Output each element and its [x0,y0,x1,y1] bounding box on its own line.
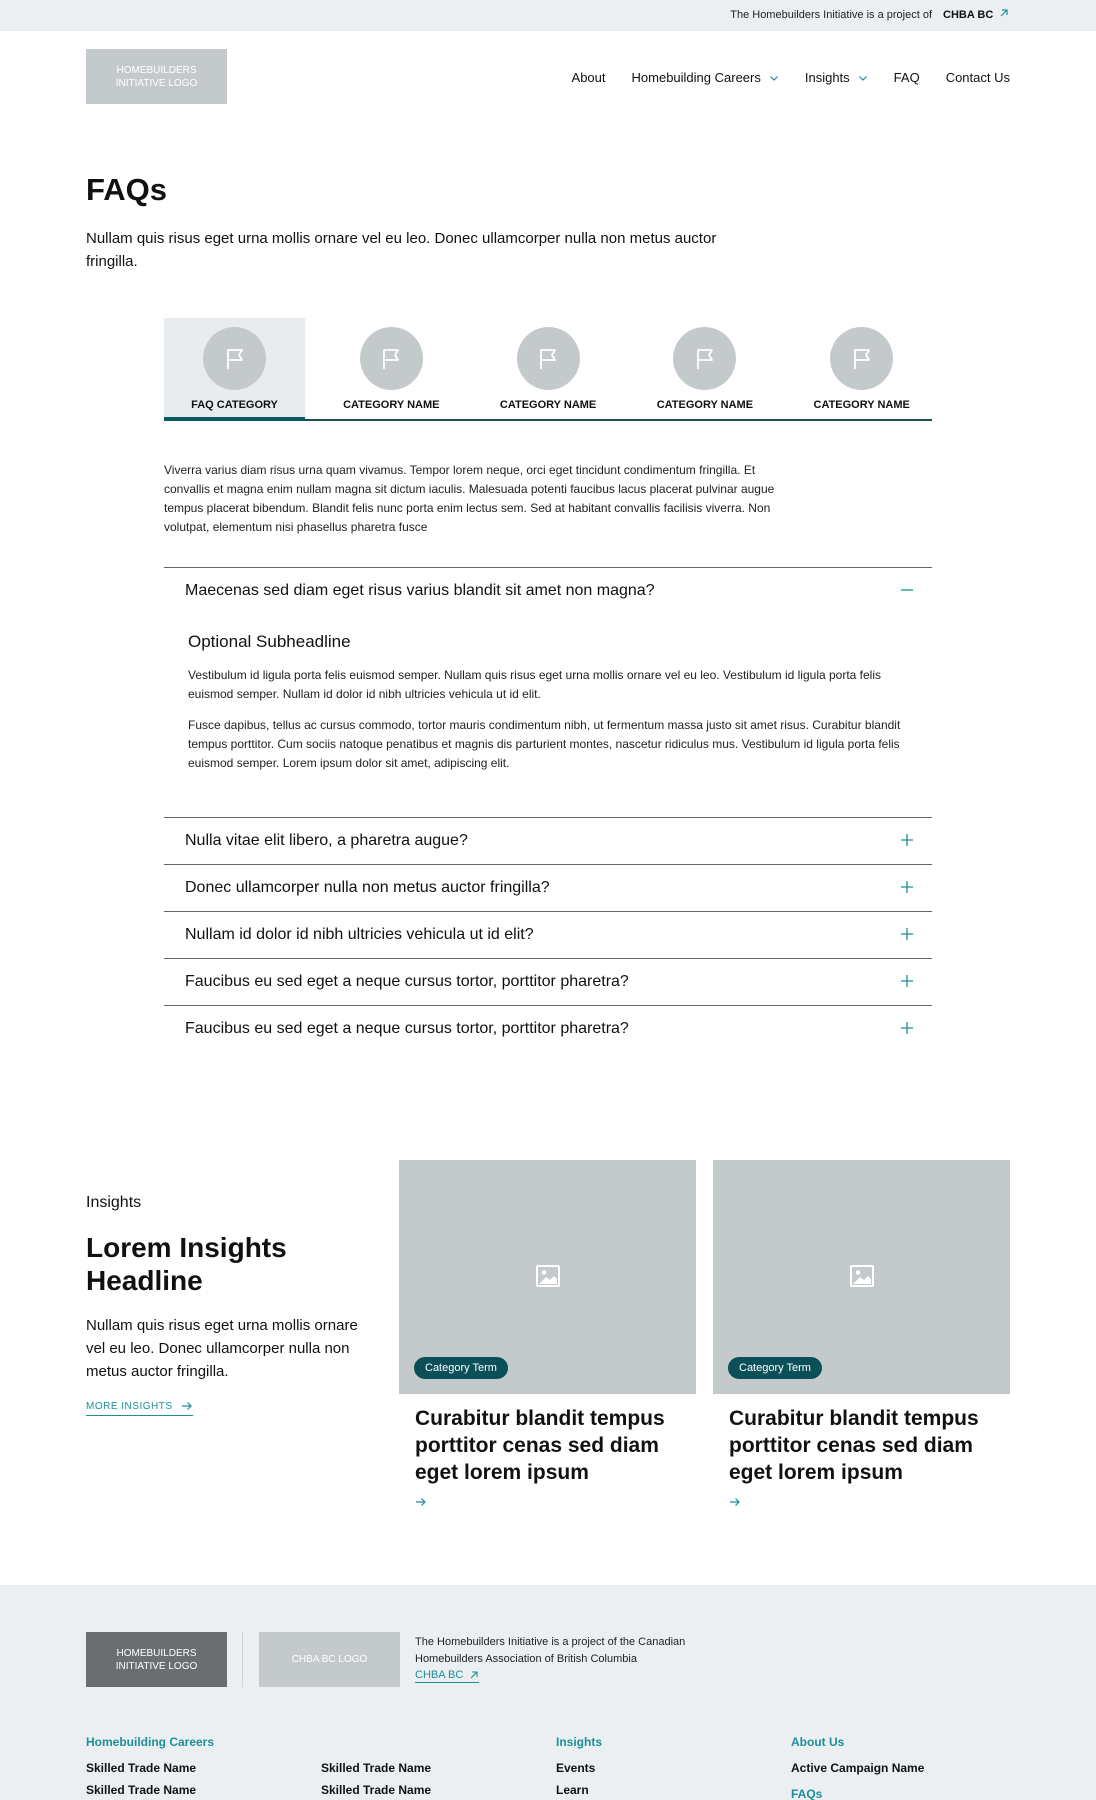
faq-category-tabs [164,318,932,421]
accordion-item [164,911,932,958]
flag-icon [849,346,875,372]
accordion-item [164,958,932,1005]
insights-eyebrow: Insights [86,1194,142,1211]
question-text: Faucibus eu sed eget a neque cursus tortor, porttitor pharetra? [185,973,629,990]
card-title[interactable]: Curabitur blandit tempus porttitor cenas sed diam eget lorem ipsum [729,1407,979,1484]
footer-column-careers [86,1735,214,1800]
site-footer [0,1585,1096,1800]
flag-icon [378,346,404,372]
flag-icon [692,346,718,372]
card-title[interactable]: Curabitur blandit tempus porttitor cenas sed diam eget lorem ipsum [415,1407,665,1484]
chevron-down-icon [858,73,868,83]
footer-link[interactable]: Skilled Trade Name [86,1761,197,1775]
accordion-item [164,864,932,911]
answer-paragraph: Vestibulum id ligula porta felis euismod semper. Nullam quis risus eget urna mollis ornare vel eu leo. Vestibulum id ligula porta felis euismod semper. Nullam id dolor id nibh ultricies vehicula ut id elit. [188,668,882,701]
category-icon-circle [673,327,736,390]
nav-item-contact-us[interactable] [946,70,1010,85]
flag-icon [222,346,248,372]
answer-paragraph: Fusce dapibus, tellus ac cursus commodo, tortor mauris condimentum nibh, ut fermentum massa justo sit amet risus. Curabitur blandit tempus porttitor. Cum sociis natoque penatibus et magnis dis parturient montes, nascetur ridiculus mus. Vestibulum id ligula porta felis euismod semper. Lorem ipsum dolor sit amet, adipiscing elit. [188,718,901,770]
external-link-icon[interactable] [998,7,1010,19]
tab-label: CATEGORY NAME [813,399,910,411]
accordion-question[interactable] [164,568,932,614]
insight-card[interactable] [399,1160,696,1513]
main-nav [546,70,1010,85]
accordion-item [164,817,932,864]
footer-link[interactable]: Skilled Trade Name [321,1783,432,1797]
question-text: Nullam id dolor id nibh ultricies vehicula ut id elit? [185,926,534,943]
nav-label: About [571,70,606,85]
footer-link[interactable]: Active Campaign Name [791,1761,925,1775]
plus-icon[interactable] [900,1021,914,1035]
accordion-question[interactable] [164,959,932,1005]
category-icon-circle [360,327,423,390]
footer-column-heading[interactable]: Homebuilding Careers [86,1735,215,1749]
category-badge[interactable]: Category Term [414,1357,508,1379]
category-badge[interactable]: Category Term [728,1357,822,1379]
page-intro: Nullam quis risus eget urna mollis ornare vel eu leo. Donec ullamcorper nulla non metus auctor fringilla. [86,230,717,270]
arrow-right-icon [181,1400,193,1412]
arrow-right-icon[interactable] [729,1496,741,1508]
topbar-chba-link[interactable]: CHBA BC [943,9,994,21]
nav-label: Homebuilding Careers [631,70,761,85]
footer-link[interactable]: Events [556,1761,596,1775]
nav-item-homebuilding-careers[interactable] [632,70,779,85]
topbar-text: The Homebuilders Initiative is a project of [730,9,932,21]
footer-link[interactable]: Skilled Trade Name [86,1783,197,1797]
nav-item-faq[interactable] [894,70,920,85]
tab-label: CATEGORY NAME [343,399,440,411]
flag-icon [535,346,561,372]
question-text: Donec ullamcorper nulla non metus auctor fringilla? [185,879,550,896]
footer-link[interactable]: Learn [556,1783,589,1797]
card-image-placeholder [399,1160,696,1394]
external-link-icon [469,1670,479,1680]
plus-icon[interactable] [900,833,914,847]
footer-chba-link-label: CHBA BC [415,1669,464,1681]
nav-label: FAQ [893,70,920,85]
tab-label: CATEGORY NAME [499,399,597,411]
nav-label: Contact Us [945,70,1010,85]
nav-item-insights[interactable] [805,70,868,85]
tab-category-name[interactable] [321,318,462,419]
card-image-placeholder [713,1160,1010,1394]
insights-headline: Lorem Insights Headline [86,1232,287,1296]
top-bar [0,0,1096,31]
footer-site-logo[interactable]: HOMEBUILDERS INITIATIVE LOGO [86,1632,227,1687]
nav-label: Insights [804,70,850,85]
category-icon-circle [830,327,893,390]
insights-description: Nullam quis risus eget urna mollis ornare vel eu leo. Donec ullamcorper nulla non metus auctor fringilla. [86,1317,358,1380]
site-logo[interactable]: HOMEBUILDERS INITIATIVE LOGO [86,49,227,104]
more-insights-link[interactable] [86,1400,193,1416]
footer-divider [242,1632,243,1687]
minus-icon[interactable] [900,583,914,597]
footer-column-insights [556,1735,602,1800]
footer-column-careers-2 [321,1735,431,1800]
accordion-question[interactable] [164,818,932,864]
insight-card[interactable] [713,1160,1010,1513]
arrow-right-icon[interactable] [415,1496,427,1508]
answer-subheadline: Optional Subheadline [188,632,351,651]
footer-column-about [791,1735,924,1800]
category-description: Viverra varius diam risus urna quam vivamus. Tempor lorem neque, orci eget tincidunt condimentum fringilla. Et convallis et magna enim nullam magna sit dictum iaculis. Malesuada potenti faucibus lacus placerat pulvinar augue tempus placerat bibendum. Blandit felis nunc porta enim lectus sem. Sed at habitant convallis facilisis viverra. Non volutpat, elementum nisi phasellus pharetra fusce [164,463,775,534]
footer-column-heading[interactable]: Insights [556,1735,603,1749]
faq-accordion [164,567,932,1052]
footer-chba-link[interactable] [415,1669,479,1683]
plus-icon[interactable] [900,927,914,941]
accordion-question[interactable] [164,912,932,958]
image-icon [536,1265,560,1287]
tab-faq-category[interactable] [164,318,305,421]
chevron-down-icon [769,73,779,83]
footer-faqs-link[interactable]: FAQs [791,1787,823,1800]
accordion-question[interactable] [164,865,932,911]
plus-icon[interactable] [900,974,914,988]
category-icon-circle [517,327,580,390]
page-title: FAQs [86,172,167,207]
footer-link[interactable]: Skilled Trade Name [321,1761,432,1775]
tab-category-name[interactable] [791,318,932,419]
accordion-item-open [164,567,932,817]
nav-item-about[interactable] [572,70,606,85]
tab-label: FAQ CATEGORY [191,399,278,411]
category-icon-circle [203,327,266,390]
accordion-answer [164,614,932,817]
tab-label: CATEGORY NAME [656,399,754,411]
image-icon [850,1265,874,1287]
accordion-question[interactable] [164,1006,932,1052]
plus-icon[interactable] [900,880,914,894]
footer-column-heading[interactable]: About Us [791,1735,845,1749]
footer-chba-logo[interactable]: CHBA BC LOGO [259,1632,400,1687]
tab-category-name[interactable] [634,318,775,419]
more-insights-label: MORE INSIGHTS [86,1400,173,1412]
question-text: Nulla vitae elit libero, a pharetra augue? [185,832,468,849]
accordion-item [164,1005,932,1052]
tab-category-name[interactable] [478,318,619,419]
question-text: Faucibus eu sed eget a neque cursus tortor, porttitor pharetra? [185,1020,629,1037]
question-text: Maecenas sed diam eget risus varius blandit sit amet non magna? [185,582,655,599]
footer-project-text: The Homebuilders Initiative is a project of the Canadian Homebuilders Association of British Columbia [415,1636,686,1665]
